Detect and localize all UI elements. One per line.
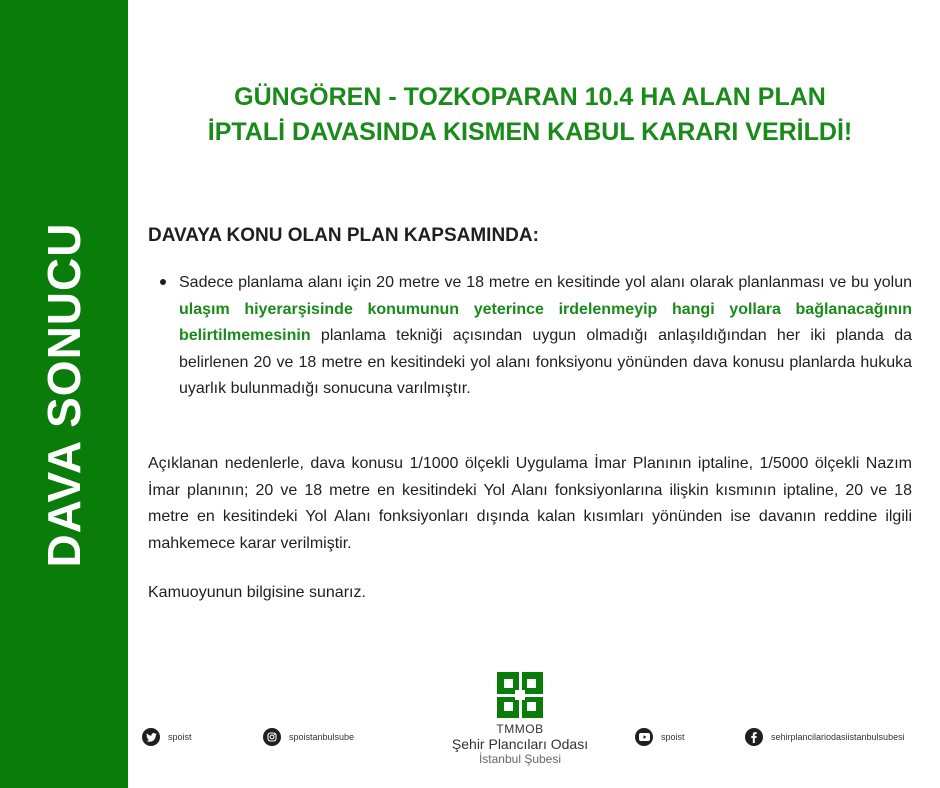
twitter-icon (142, 728, 160, 746)
section-heading: DAVAYA KONU OLAN PLAN KAPSAMINDA: (148, 225, 539, 246)
title-line-2: İPTALİ DAVASINDA KISMEN KABUL KARARI VERİLDİ! (207, 118, 853, 146)
bullet-item (179, 270, 912, 403)
logo-org: TMMOB (496, 722, 544, 736)
logo-name: Şehir Plancıları Odası (451, 736, 589, 752)
bullet-text-part-1: Sadece planlama alanı için 20 metre ve 18 metre en kesitinde yol alanı olarak planlanması ve bu yolun (179, 274, 912, 291)
page-title (148, 80, 912, 150)
side-label: DAVA SONUCU (38, 222, 90, 568)
bullet-list (160, 270, 912, 403)
logo-mark-icon (497, 672, 543, 718)
bullet-dot-icon (160, 279, 166, 285)
footer-youtube[interactable] (635, 726, 685, 748)
youtube-handle: spoist (661, 732, 685, 742)
decision-paragraph: Açıklanan nedenlerle, dava konusu 1/1000 ölçekli Uygulama İmar Planının iptaline, 1/5000 ölçekli Nazım İmar planının; 20 ve 18 metre en kesitindeki Yol Alanı fonksiyonlarına ilişkin kısmının iptaline, 20 ve 18 metre en kesitindeki Yol Alanı fonksiyonları dışında kalan kısımları yönünden ise davanın reddine ilgili mahkemece karar verilmiştir. (148, 455, 912, 552)
logo-branch: İstanbul Şubesi (478, 752, 562, 766)
closing-paragraph: Kamuoyunun bilgisine sunarız. (148, 584, 366, 601)
facebook-handle: sehirplancilariodasiistanbulsubesi (771, 732, 905, 742)
instagram-handle: spoistanbulsube (289, 732, 355, 742)
title-line-1: GÜNGÖREN - TOZKOPARAN 10.4 HA ALAN PLAN (234, 83, 826, 111)
bullet-highlight: ulaşım hiyerarşisinde konumunun yeterince irdelenmeyip hangi yollara bağlanacağının belirtilmemesinin (179, 300, 912, 344)
instagram-icon (263, 728, 281, 746)
footer-facebook[interactable] (745, 726, 905, 748)
organization-logo (440, 672, 600, 766)
footer-twitter[interactable] (142, 726, 192, 748)
bullet-text-part-2: planlama tekniği açısından uygun olmadığı anlaşıldığından her iki planda da belirlenen 20 ve 18 metre en kesitindeki yol alanı fonksiyonu yönünden dava konusu planlarda hukuka uyarlık bulunmadığı sonucuna varılmıştır. (179, 327, 912, 397)
footer-instagram[interactable] (263, 726, 354, 748)
facebook-icon (745, 728, 763, 746)
youtube-icon (635, 728, 653, 746)
side-banner (0, 0, 128, 788)
twitter-handle: spoist (168, 732, 192, 742)
